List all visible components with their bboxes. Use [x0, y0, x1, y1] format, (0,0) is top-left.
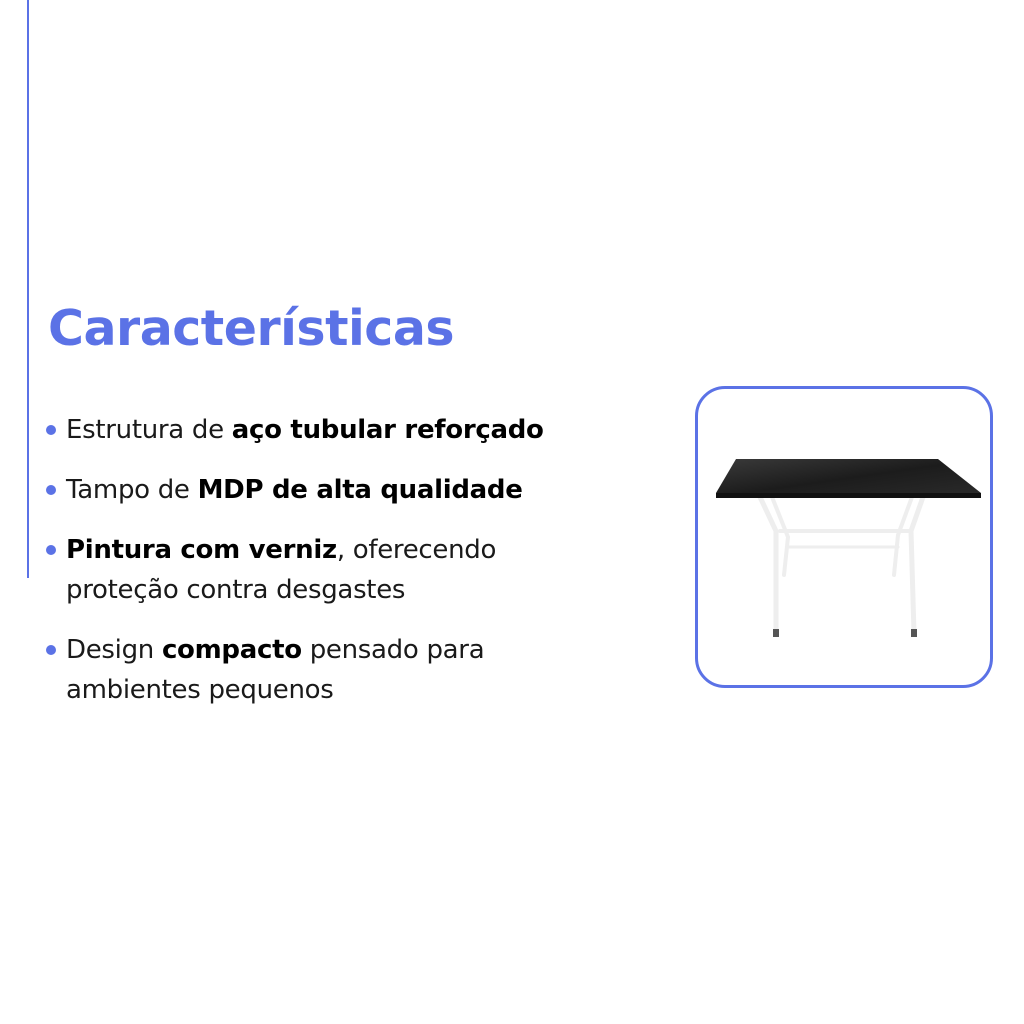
bullet-dot-icon — [46, 545, 56, 555]
feature-text: Tampo de — [66, 475, 198, 505]
tabletop — [716, 459, 981, 497]
feature-item-tabletop — [46, 470, 546, 510]
page-title: Características — [48, 300, 455, 357]
feature-text-end: , oferecendo proteção contra desgastes — [66, 535, 497, 605]
bullet-dot-icon — [46, 425, 56, 435]
feature-item-design — [46, 630, 546, 710]
feature-text-end: pensado para ambientes pequenos — [66, 635, 485, 705]
feature-highlight: aço tubular reforçado — [231, 415, 544, 445]
bullet-dot-icon — [46, 645, 56, 655]
feature-text: Estrutura de — [66, 415, 232, 445]
bullet-dot-icon — [46, 485, 56, 495]
feature-highlight: MDP de alta qualidade — [197, 475, 523, 505]
feature-text: Design — [66, 635, 162, 665]
accent-vertical-line — [27, 0, 29, 578]
product-image-frame — [695, 386, 993, 688]
folding-table-icon — [698, 389, 996, 691]
feature-highlight: Pintura com verniz — [66, 535, 337, 565]
feature-highlight: compacto — [161, 635, 302, 665]
feature-list — [46, 410, 546, 730]
feature-item-structure — [46, 410, 546, 450]
feature-item-paint — [46, 530, 546, 610]
